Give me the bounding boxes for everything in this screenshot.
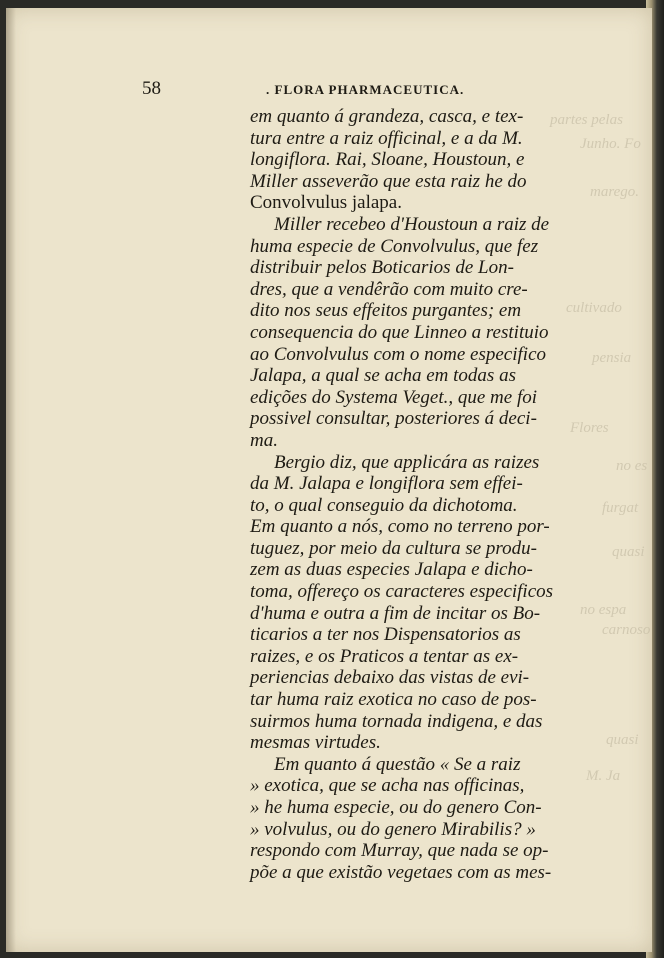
text-line: Miller asseverão que esta raiz he do xyxy=(250,170,527,192)
bleed-text: Junho. Fo xyxy=(580,136,641,152)
running-head: . FLORA PHARMACEUTICA. xyxy=(266,82,465,97)
bleed-text: pensia xyxy=(592,350,632,366)
text-line: » volvulus, ou do genero Mirabilis? » xyxy=(250,818,536,840)
text-line: ao Convolvulus com o nome especifico xyxy=(250,343,547,365)
text-line: Jalapa, a qual se acha em todas as xyxy=(250,365,516,387)
text-line: Em quanto á questão « Se a raiz xyxy=(274,753,521,775)
text-line: da M. Jalapa e longiflora sem effei- xyxy=(250,473,523,495)
bleed-text: quasi xyxy=(606,732,639,748)
page-number: 58 xyxy=(142,78,161,99)
text-line: respondo com Murray, que nada se op- xyxy=(250,840,549,862)
text-line: Em quanto a nós, como no terreno por- xyxy=(250,516,550,538)
text-line: dito nos seus effeitos purgantes; em xyxy=(250,300,522,322)
text-line: tuguez, por meio da cultura se produ- xyxy=(250,537,537,559)
text-line: huma especie de Convolvulus, que fez xyxy=(250,235,539,257)
text-line: consequencia do que Linneo a restituio xyxy=(250,321,549,343)
text-line: mesmas virtudes. xyxy=(250,732,381,754)
bleed-text: carnoso xyxy=(602,622,651,638)
gutter-shadow xyxy=(6,8,16,952)
bleed-text: quasi xyxy=(612,544,645,560)
text-line: ma. xyxy=(250,429,278,451)
text-line: raizes, e os Praticos a tentar as ex- xyxy=(250,645,519,667)
text-line: to, o qual conseguio da dichotoma. xyxy=(250,494,518,516)
text-line: d'huma e outra a fim de incitar os Bo- xyxy=(250,602,541,624)
text-line: longiflora. Rai, Sloane, Houstoun, e xyxy=(250,149,525,171)
text-line: Bergio diz, que applicára as raizes xyxy=(274,451,540,473)
bleed-text: partes pelas xyxy=(550,112,623,128)
bleed-text: no espa xyxy=(580,602,627,618)
text-line: tura entre a raiz officinal, e a da M. xyxy=(250,127,523,149)
bleed-text: no es xyxy=(616,458,648,474)
bleed-text: marego. xyxy=(590,184,640,200)
bleed-text: furgat xyxy=(602,500,639,516)
text-line: » he huma especie, ou do genero Con- xyxy=(250,797,542,818)
text-line: zem as duas especies Jalapa e dicho- xyxy=(250,559,533,581)
text-line: tar huma raiz exotica no caso de pos- xyxy=(250,689,537,711)
text-line: põe a que existão vegetaes com as mes- xyxy=(250,861,552,883)
text-line: em quanto á grandeza, casca, e tex- xyxy=(250,106,524,127)
text-line: possivel consultar, posteriores á deci- xyxy=(250,408,537,430)
book-page xyxy=(6,8,652,952)
text-line: edições do Systema Veget., que me foi xyxy=(250,386,538,408)
text-line: suirmos huma tornada indigena, e das xyxy=(250,710,543,732)
bleed-text: M. Ja xyxy=(586,768,621,784)
bleed-text: Flores xyxy=(570,420,609,436)
page-header xyxy=(142,78,502,100)
bleed-text: cultivado xyxy=(566,300,622,316)
text-line: distribuir pelos Boticarios de Lon- xyxy=(250,257,514,279)
body-text xyxy=(250,106,604,883)
text-line: » exotica, que se acha nas officinas, xyxy=(250,775,525,797)
text-line: Convolvulus jalapa. xyxy=(250,192,402,214)
text-line: periencias debaixo das vistas de evi- xyxy=(250,667,530,689)
text-line: toma, offereço os caracteres especificos xyxy=(250,581,554,603)
text-line: dres, que a vendêrão com muito cre- xyxy=(250,278,528,300)
text-line: ticarios a ter nos Dispensatorios as xyxy=(250,624,521,646)
text-line: Miller recebeo d'Houstoun a raiz de xyxy=(274,213,550,235)
